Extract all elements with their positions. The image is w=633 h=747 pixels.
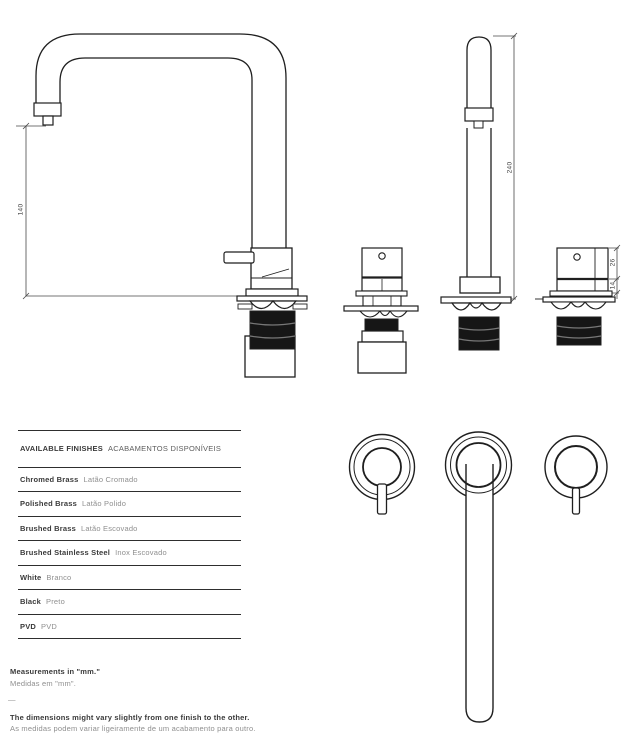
finish-name-en: Black	[20, 597, 42, 607]
finish-name-en: Brushed Stainless Steel	[20, 548, 111, 558]
finish-row-brushed-stainless-steel	[18, 540, 241, 565]
finish-row-pvd	[18, 614, 241, 639]
note-variance-en: The dimensions might vary slightly from one finish to the other.	[10, 712, 250, 722]
finish-name-pt: Branco	[46, 572, 72, 582]
faucet-side-view-drawing	[0, 0, 320, 400]
dim-label-240: 240	[506, 161, 514, 174]
valve-side-view-drawing	[530, 235, 633, 365]
finish-name-pt: Latão Escovado	[80, 523, 138, 533]
finishes-title-pt: ACABAMENTOS DISPONÍVEIS	[107, 444, 222, 454]
dim-label-26: 26	[609, 258, 617, 267]
finishes-table	[18, 430, 241, 639]
finish-name-en: Brushed Brass	[20, 523, 76, 533]
finish-name-pt: Preto	[46, 597, 65, 607]
notes-block	[10, 666, 370, 735]
finish-row-brushed-brass	[18, 516, 241, 541]
top-view-right-handle	[545, 436, 607, 514]
finish-name-en: Polished Brass	[20, 499, 77, 509]
finish-name-pt: Inox Escovado	[115, 548, 167, 558]
finish-row-white	[18, 565, 241, 590]
note-measurements-pt: Medidas em "mm".	[10, 678, 77, 688]
finish-name-en: Chromed Brass	[20, 474, 79, 484]
note-variance-pt: As medidas podem variar ligeiramente de um acabamento para outro.	[10, 724, 256, 733]
finish-name-en: PVD	[20, 621, 37, 631]
note-divider: —	[8, 695, 16, 704]
finish-name-pt: PVD	[41, 621, 58, 631]
finish-name-pt: Latão Cromado	[83, 474, 138, 484]
top-view-spout	[446, 432, 512, 722]
finishes-table-header	[18, 430, 241, 467]
finish-name-pt: Latão Polido	[82, 499, 127, 509]
dim-label-14: 14	[609, 281, 617, 290]
top-view-left-handle	[350, 435, 415, 515]
dim-label-140: 140	[17, 203, 25, 216]
finish-row-chromed-brass	[18, 467, 241, 492]
finish-row-polished-brass	[18, 491, 241, 516]
finish-row-black	[18, 589, 241, 614]
finishes-title-en: AVAILABLE FINISHES	[20, 444, 103, 454]
top-view-drawing	[330, 420, 633, 730]
finish-name-en: White	[20, 572, 42, 582]
note-measurements-en: Measurements in "mm."	[10, 667, 101, 676]
valve-front-view-drawing	[330, 230, 440, 390]
